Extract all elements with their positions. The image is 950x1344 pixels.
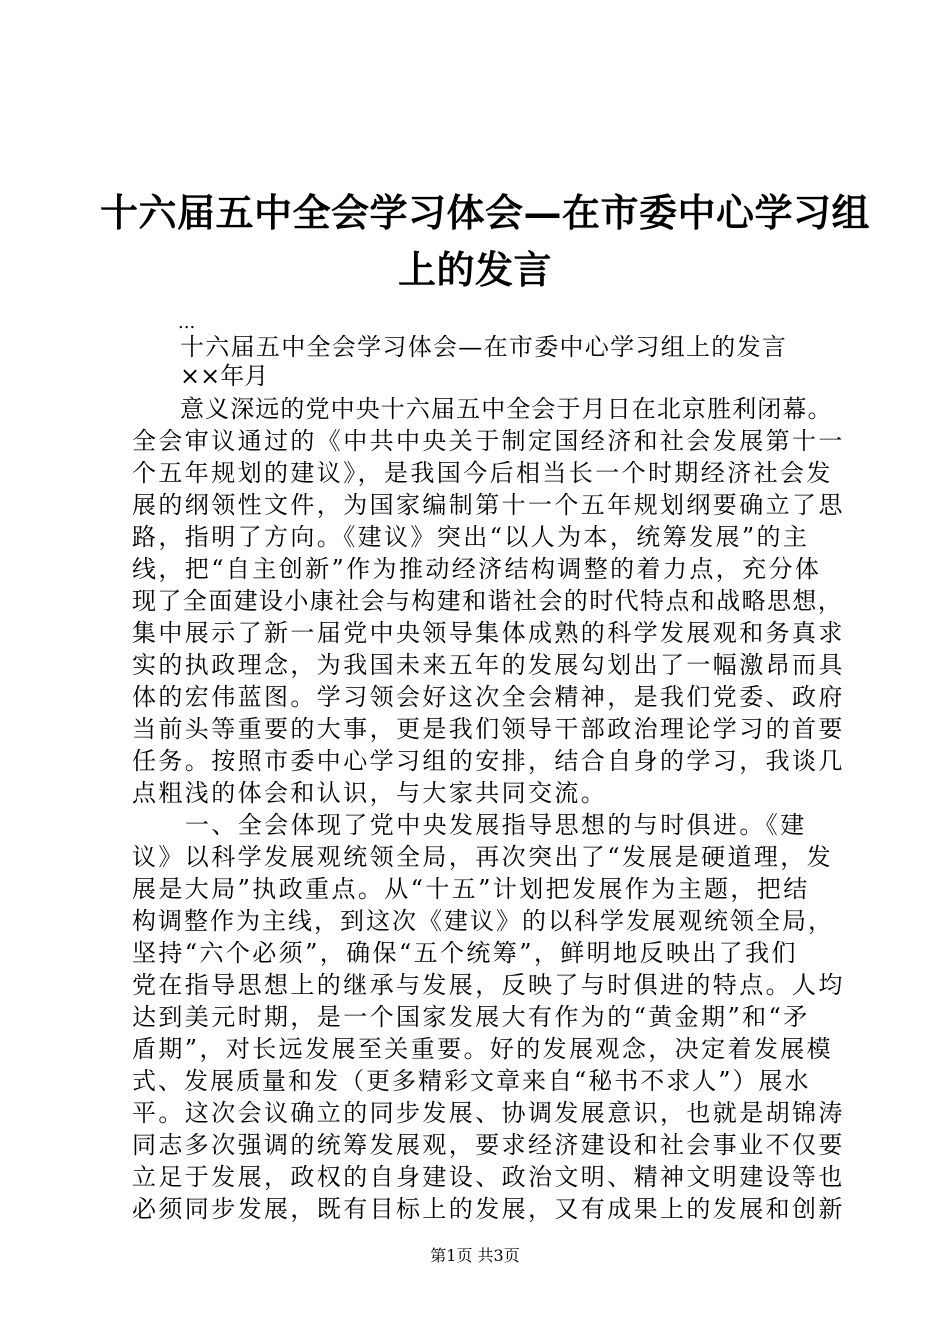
paragraph-line: 议》以科学发展观统领全局，再次突出了“发展是硬道理，发 (132, 843, 834, 871)
paragraph-line: 盾期”，对长远发展至关重要。好的发展观念，决定着发展模 (132, 1035, 834, 1063)
page-number-footer: 第1页 共3页 (430, 1246, 520, 1265)
paragraph-line: 线，把“自主创新”作为推动经济结构调整的着力点，充分体 (132, 555, 822, 583)
paragraph-line: 任务。按照市委中心学习组的安排，结合自身的学习，我谈几 (132, 747, 845, 775)
paragraph-line: 党在指导思想上的继承与发展，反映了与时俱进的特点。人均 (132, 971, 845, 999)
paragraph-line: 必须同步发展，既有目标上的发展，又有成果上的发展和创新 (132, 1195, 845, 1223)
paragraph-line: 集中展示了新一届党中央领导集体成熟的科学发展观和务真求 (132, 619, 845, 647)
ellipsis-line: ... (178, 312, 196, 333)
paragraph-line: 同志多次强调的统筹发展观，要求经济建设和社会事业不仅要 (132, 1131, 845, 1159)
paragraph-line: 现了全面建设小康社会与构建和谐社会的时代特点和战略思想， (132, 587, 844, 615)
paragraph-line: 构调整作为主线，到这次《建议》的以科学发展观统领全局， (132, 907, 834, 935)
paragraph-line: 坚持“六个必须”，确保“五个统筹”，鲜明地反映出了我们 (132, 939, 798, 967)
date-line: ××年月 (180, 362, 269, 390)
paragraph-line: 意义深远的党中央十六届五中全会于月日在北京胜利闭幕。 (180, 395, 833, 423)
paragraph-line: 立足于发展，政权的自身建设、政治文明、精神文明建设等也 (132, 1163, 845, 1191)
paragraph-line: 达到美元时期，是一个国家发展大有作为的“黄金期”和“矛 (132, 1003, 810, 1031)
document-title-line-1: 十六届五中全会学习体会—在市委中心学习组 (100, 190, 871, 235)
paragraph-line: 实的执政理念，为我国未来五年的发展勾划出了一幅激昂而具 (132, 651, 845, 679)
paragraph-line: 路，指明了方向。《建议》突出“以人为本，统筹发展”的主 (132, 523, 810, 551)
paragraph-line: 平。这次会议确立的同步发展、协调发展意识，也就是胡锦涛 (132, 1099, 845, 1127)
paragraph-line: 展的纲领性文件，为国家编制第十一个五年规划纲要确立了思 (132, 491, 845, 519)
paragraph-line: 个五年规划的建议》，是我国今后相当长一个时期经济社会发 (132, 459, 833, 487)
section-heading-line: 一、全会体现了党中央发展指导思想的与时俱进。《建 (185, 811, 807, 839)
subtitle-line: 十六届五中全会学习体会—在市委中心学习组上的发言 (180, 333, 788, 361)
paragraph-line: 点粗浅的体会和认识，与大家共同交流。 (132, 779, 608, 807)
paragraph-line: 当前头等重要的大事，更是我们领导干部政治理论学习的首要 (132, 715, 845, 743)
document-title-line-2: 上的发言 (397, 247, 552, 292)
paragraph-line: 体的宏伟蓝图。学习领会好这次全会精神，是我们党委、政府 (132, 683, 845, 711)
paragraph-line: 式、发展质量和发（更多精彩文章来自“秘书不求人”）展水 (132, 1067, 811, 1095)
paragraph-line: 展是大局”执政重点。从“十五”计划把发展作为主题，把结 (132, 875, 810, 903)
paragraph-line: 全会审议通过的《中共中央关于制定国经济和社会发展第十一 (132, 427, 845, 455)
